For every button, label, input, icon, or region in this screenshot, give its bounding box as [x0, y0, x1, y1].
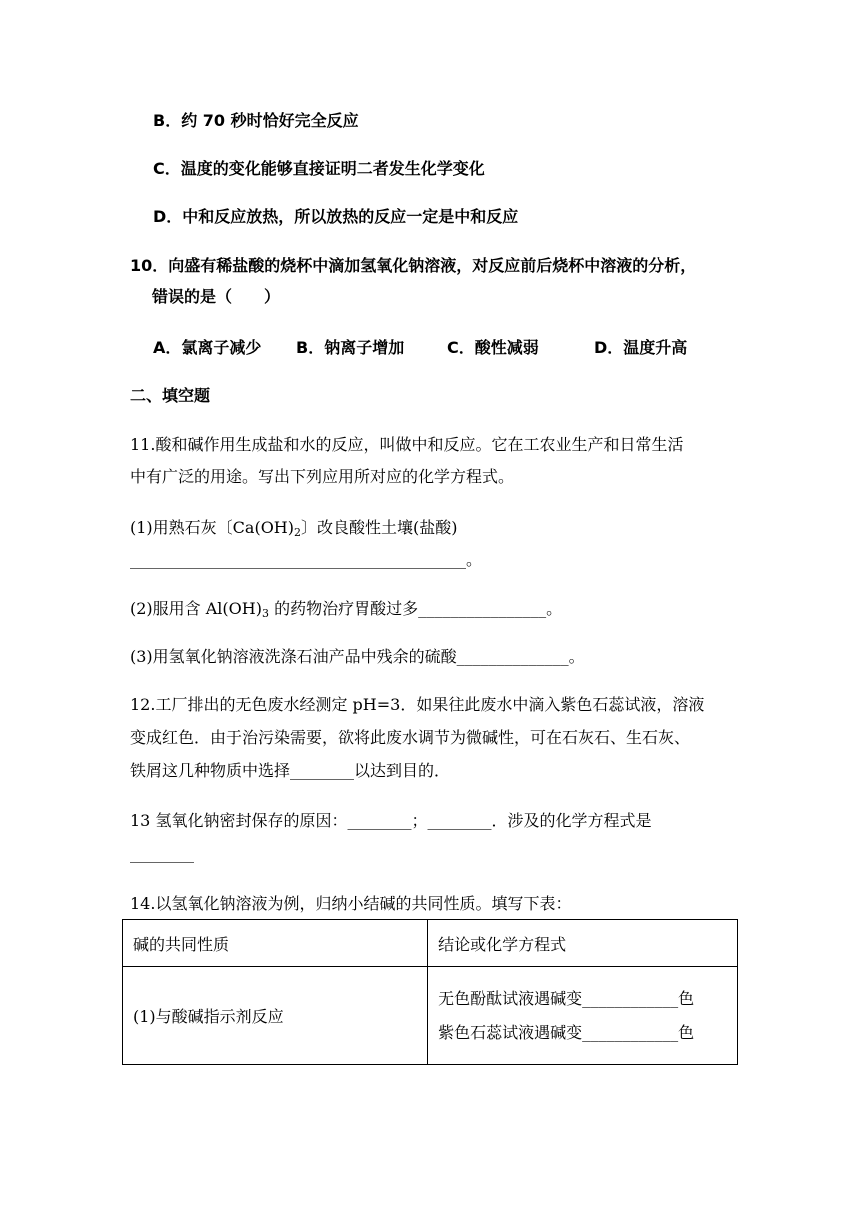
- q10-stem-line1: 10．向盛有稀盐酸的烧杯中滴加氢氧化钠溶液，对反应前后烧杯中溶液的分析，: [130, 256, 697, 275]
- q11-item1-subscript: 2: [294, 526, 302, 539]
- q9-option-c: C．温度的变化能够直接证明二者发生化学变化: [153, 159, 485, 178]
- q11-item2: [130, 598, 562, 620]
- section-title: 二、填空题: [130, 386, 211, 405]
- q11-stem-line2: 中有广泛的用途。写出下列应用所对应的化学方程式。: [130, 467, 515, 486]
- q11-item2-post: 的药物治疗胃酸过多________________。: [268, 599, 563, 618]
- q9-option-b: B．约 70 秒时恰好完全反应: [153, 111, 359, 130]
- q11-item1-post: 〕改良酸性土壤(盐酸): [301, 518, 458, 537]
- q12-line2: 变成红色．由于治污染需要，欲将此废水调节为微碱性，可在石灰石、生石灰、: [130, 728, 691, 747]
- q11-stem-line1: 11.酸和碱作用生成盐和水的反应，叫做中和反应。它在工农业生产和日常生活: [130, 435, 684, 454]
- q12-line3: 铁屑这几种物质中选择________以达到目的．: [130, 761, 451, 780]
- q11-item2-pre: (2)服用含 Al(OH): [130, 599, 262, 618]
- q11-item1: [130, 517, 458, 539]
- q11-item1-answer-blank[interactable]: __________________________________________。: [130, 550, 483, 569]
- q14-intro: 14.以氢氧化钠溶液为例，归纳小结碱的共同性质。填写下表：: [130, 894, 572, 913]
- q10-option-c: C．酸性减弱: [447, 338, 539, 357]
- table-header-col1: 碱的共同性质: [123, 920, 428, 967]
- q10-option-b: B．钠离子增加: [296, 338, 405, 357]
- q12-line1: 12.工厂排出的无色废水经测定 pH=3．如果往此废水中滴入紫色石蕊试液，溶液: [130, 695, 705, 714]
- q13-line1: 13 氢氧化钠密封保存的原因：________；________．涉及的化学方程式是: [130, 811, 652, 830]
- q9-option-d: D．中和反应放热，所以放热的反应一定是中和反应: [153, 207, 519, 226]
- table-header-col2: 结论或化学方程式: [428, 920, 738, 967]
- q10-stem-line2: 错误的是（ ）: [152, 287, 281, 306]
- q13-line2: ________: [130, 844, 194, 863]
- table-row: [123, 967, 738, 1065]
- table-row1-col1: (1)与酸碱指示剂反应: [123, 967, 428, 1065]
- q10-option-d: D．温度升高: [594, 338, 688, 357]
- table-row1-col2-line1: 无色酚酞试液遇碱变____________色: [438, 988, 695, 1008]
- q11-item3: (3)用氢氧化钠溶液洗涤石油产品中残余的硫酸______________。: [130, 647, 585, 666]
- q11-item1-pre: (1)用熟石灰〔Ca(OH): [130, 518, 295, 537]
- q10-option-a: A．氯离子减少: [153, 338, 262, 357]
- properties-table: [122, 919, 738, 1065]
- table-row1-col2: [428, 967, 738, 1065]
- table-row1-col2-line2: 紫色石蕊试液遇碱变____________色: [438, 1022, 695, 1042]
- q11-item2-subscript: 3: [261, 607, 269, 620]
- table-header-row: [123, 920, 738, 967]
